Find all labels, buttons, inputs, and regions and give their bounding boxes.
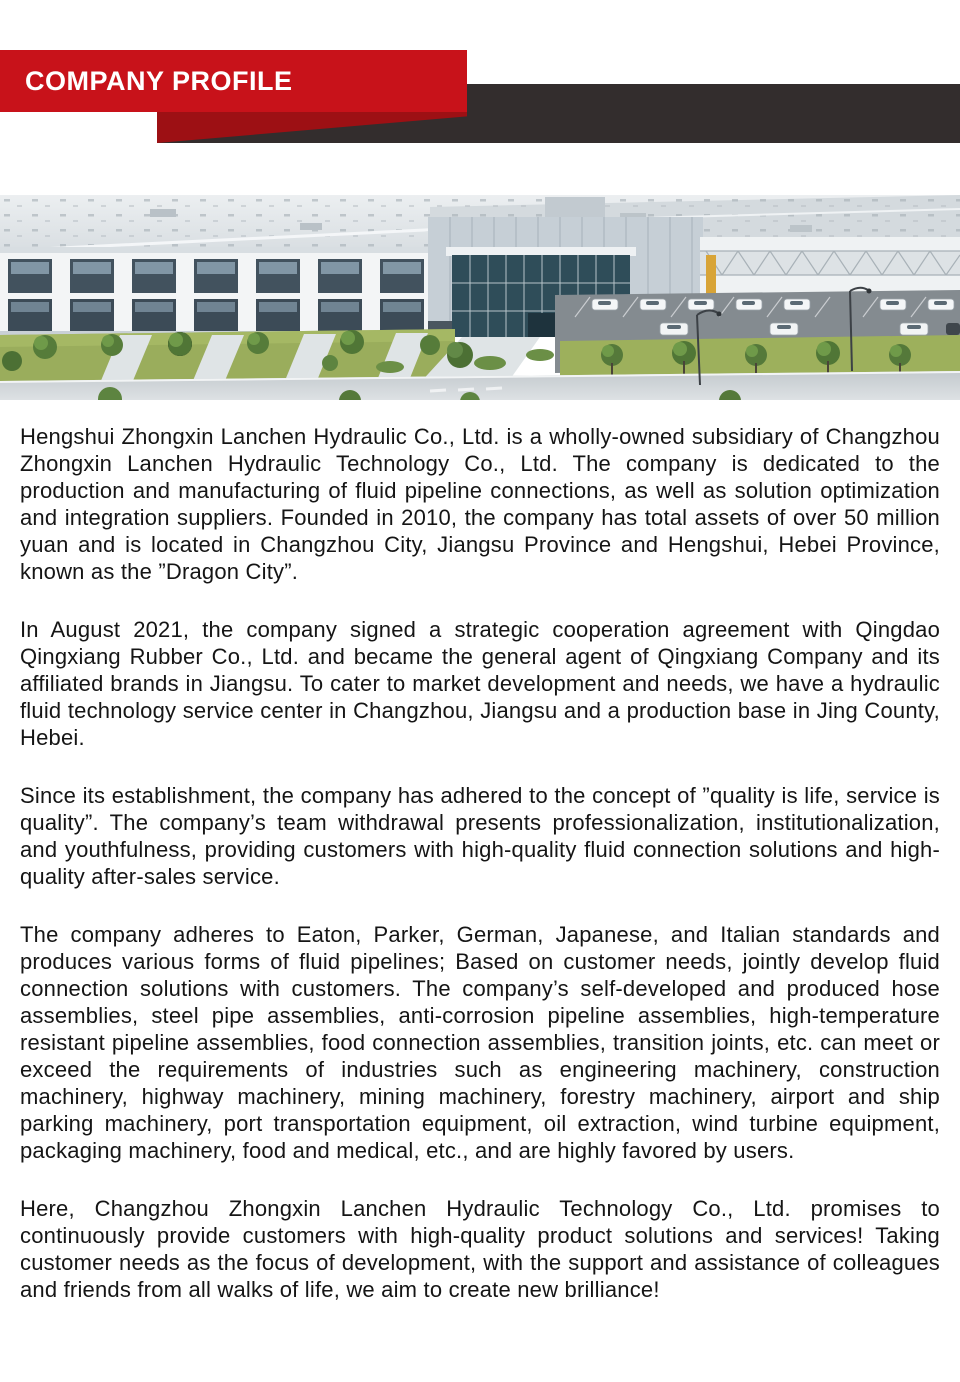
factory-photo-illustration [0,195,960,400]
paragraph-promise: Here, Changzhou Zhongxin Lanchen Hydraulic Technology Co., Ltd. promises to continuously provide customers with high-quality product solutions and services! Taking customer needs as the focus of development, with the support and assistance of colleagues and friends from all walks of life, we aim to create new brilliance! [20,1196,940,1302]
page-title: COMPANY PROFILE [25,65,293,96]
paragraph-cooperation: In August 2021, the company signed a strategic cooperation agreement with Qingdao Qingxiang Rubber Co., Ltd. and became the general agent of Qingxiang Company and its affiliated brands in Jiangsu. To cater to market development and needs, we have a hydraulic fluid technology service center in Changzhou, Jiangsu and a production base in Jing County, Hebei. [20,617,940,750]
paragraph-products-standards: The company adheres to Eaton, Parker, German, Japanese, and Italian standards and produces various forms of fluid pipelines; Based on customer needs, jointly develop fluid connection solutions with customers. The company’s self-developed and produced hose assemblies, steel pipe assemblies, anti-corrosion pipeline assemblies, high-temperature resistant pipeline assemblies, food connection assemblies, transition joints, etc. can meet or exceed the requirements of industries such as engineering machinery, construction machinery, highway machinery, mining machinery, forestry machinery, airport and ship parking machinery, port transportation equipment, oil extraction, wind turbine equipment, packaging machinery, food and medical, etc., and are highly favored by users. [20,922,940,1163]
header-red-ribbon [0,50,467,112]
company-profile-text [20,423,940,1334]
factory-photo [0,195,960,400]
left-factory-building [0,247,445,336]
paragraph-company-intro: Hengshui Zhongxin Lanchen Hydraulic Co., Ltd. is a wholly-owned subsidiary of Changzhou Zhongxin Lanchen Hydraulic Technology Co., Ltd. The company is dedicated to the production and manufacturing of fluid pipeline connections, as well as solution optimization and integration suppliers. Founded in 2010, the company has total assets of over 50 million yuan and is located in Changzhou City, Jiangsu Province and Hengshui, Hebei Province, known as the ”Dragon City”. [20,424,940,584]
paragraph-quality-concept: Since its establishment, the company has adhered to the concept of ”quality is life, service is quality”. The company’s team withdrawal presents professionalization, institutionalization, and youthfulness, providing customers with high-quality fluid connection solutions and high-quality after-sales service. [20,783,940,889]
